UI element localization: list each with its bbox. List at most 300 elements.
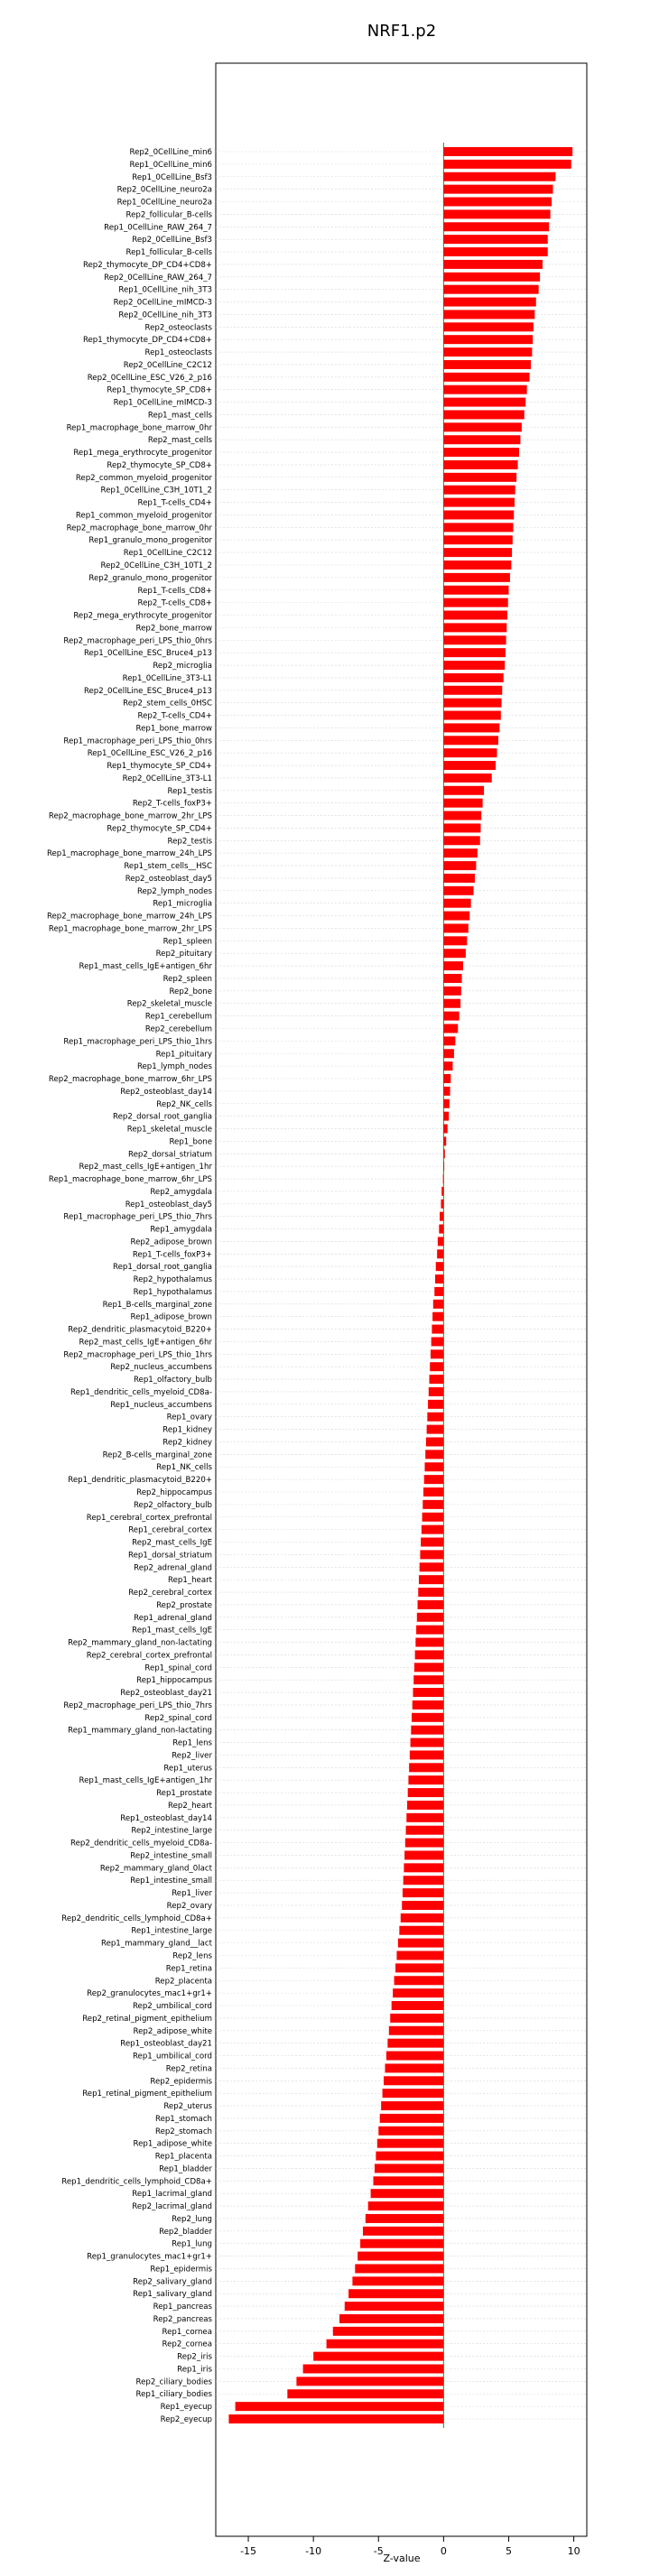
category-label: Rep2_0CellLine_neuro2a [116,185,212,195]
category-label: Rep1_retina [165,1964,212,1974]
bar [443,686,502,695]
category-label: Rep1_mast_cells_IgE+antigen_6hr [79,962,212,972]
category-label: Rep1_NK_cells [156,1463,212,1473]
category-label: Rep2_osteoblast_day5 [125,874,212,884]
bar [443,1012,459,1021]
bar [426,1437,443,1446]
category-label: Rep2_mega_erythrocyte_progenitor [73,611,212,621]
bar [413,1688,443,1697]
bar [443,473,516,482]
category-label: Rep1_osteoblast_day21 [120,2039,212,2049]
category-label: Rep1_bone_marrow [135,724,212,734]
bar [433,1300,444,1309]
bar [443,848,477,857]
category-label: Rep2_salivary_gland [133,2277,212,2287]
bar [416,1626,443,1635]
bar [413,1675,443,1684]
category-label: Rep2_mast_cells [147,436,212,446]
category-label: Rep1_liver [172,1889,212,1899]
category-label: Rep1_bone [169,1137,212,1147]
bar [443,147,572,156]
category-label: Rep1_stomach [154,2114,212,2124]
bar [443,1174,444,1183]
category-label: Rep2_lacrimal_gland [132,2202,212,2212]
category-label: Rep2_T-cells_CD8+ [137,598,212,608]
category-label: Rep1_epidermis [150,2265,212,2275]
bar [411,1726,443,1735]
category-label: Rep2_testis [167,837,212,847]
bar [443,598,507,607]
category-label: Rep1_macrophage_peri_LPS_thio_7hrs [63,1212,212,1222]
category-label: Rep2_pituitary [155,950,212,959]
category-label: Rep1_0CellLine_mIMCD-3 [113,398,212,408]
category-label: Rep2_uterus [163,2102,212,2112]
category-label: Rep1_uterus [163,1764,212,1774]
bar [432,1312,443,1321]
bar [434,1287,443,1296]
category-label: Rep1_T-cells_foxP3+ [132,1250,212,1260]
category-label: Rep1_mammary_gland_non-lactating [68,1726,212,1736]
category-label: Rep1_spinal_cord [144,1663,212,1673]
bar [417,1613,444,1622]
category-label: Rep1_nucleus_accumbens [110,1400,212,1410]
bar [443,273,540,282]
bar [443,1162,444,1171]
category-label: Rep2_granulo_mono_progenitor [88,573,212,583]
category-label: Rep2_lymph_nodes [136,886,212,896]
category-label: Rep1_ovary [166,1413,212,1422]
category-label: Rep1_lacrimal_gland [132,2190,212,2200]
category-label: Rep1_thymocyte_DP_CD4+CD8+ [82,336,212,346]
category-label: Rep2_cornea [162,2340,212,2349]
bar [296,2377,443,2386]
bar [443,360,531,369]
bar [443,723,499,732]
category-label: Rep2_ovary [166,1901,212,1911]
bar [407,1801,443,1810]
category-label: Rep2_iris [177,2352,212,2362]
bar [385,2063,443,2072]
category-label: Rep2_nucleus_accumbens [110,1363,212,1373]
bar [399,1926,443,1935]
bar [327,2340,444,2349]
category-label: Rep1_osteoclasts [144,348,212,358]
bar [443,1112,449,1121]
bar [236,2402,444,2411]
bar [393,1988,443,1997]
category-label: Rep1_granulo_mono_progenitor [88,536,212,546]
category-label: Rep2_common_myeloid_progenitor [75,473,212,483]
bar [443,1087,450,1096]
bar [443,160,571,169]
bar [443,422,522,431]
bar [443,923,468,932]
bar [441,1200,443,1209]
bar [395,1963,443,1972]
bar [413,1700,444,1710]
category-label: Rep2_osteoblast_day21 [120,1689,212,1699]
category-label: Rep1_0CellLine_C3H_10T1_2 [100,486,212,496]
x-tick-label: -15 [240,2545,257,2557]
category-label: Rep1_thymocyte_SP_CD8+ [107,385,212,395]
category-label: Rep1_salivary_gland [133,2290,212,2300]
bar [443,748,497,757]
bar [443,373,529,382]
bar [443,899,470,908]
category-label: Rep2_0CellLine_mIMCD-3 [113,298,212,308]
bar [439,1225,443,1234]
category-label: Rep1_mast_cells_IgE+antigen_1hr [79,1776,212,1786]
bar [443,836,479,845]
bar [373,2176,443,2185]
bar [443,185,552,194]
category-label: Rep1_granulocytes_mac1+gr1+ [87,2252,212,2262]
category-label: Rep2_amygdala [150,1187,212,1197]
category-label: Rep2_retina [165,2064,212,2074]
category-label: Rep1_ciliary_bodies [135,2390,212,2400]
bar [443,1074,450,1083]
category-label: Rep2_macrophage_bone_marrow_24h_LPS [46,912,212,922]
category-label: Rep1_stem_cells__HSC [124,862,212,872]
category-label: Rep2_intestine_small [130,1851,212,1861]
bar [380,2114,444,2123]
bar [405,1839,444,1848]
bar [392,2001,444,2010]
bar [443,874,475,883]
bar [443,247,547,256]
bar [443,235,547,244]
category-label: Rep1_spleen [162,937,212,947]
category-label: Rep2_osteoclasts [144,323,212,333]
category-label: Rep2_hippocampus [136,1487,212,1497]
category-label: Rep2_dendritic_cells_myeloid_CD8a- [70,1839,212,1849]
category-label: Rep1_lymph_nodes [136,1062,212,1072]
category-label: Rep1_iris [177,2365,212,2375]
category-label: Rep2_adipose_white [133,2026,212,2036]
category-label: Rep2_0CellLine_Bsf3 [132,236,212,246]
bar [352,2276,443,2285]
category-label: Rep2_cerebellum [144,1024,212,1034]
category-label: Rep1_macrophage_bone_marrow_2hr_LPS [48,924,212,934]
category-label: Rep2_thymocyte_DP_CD4+CD8+ [82,260,212,270]
category-label: Rep2_0CellLine_C3H_10T1_2 [100,561,212,570]
category-label: Rep1_0CellLine_RAW_264_7 [104,223,212,233]
category-label: Rep2_0CellLine_ESC_V26_2_p16 [87,373,212,383]
bar [443,285,538,294]
category-label: Rep2_macrophage_bone_marrow_2hr_LPS [48,811,212,821]
bar [418,1588,443,1597]
category-label: Rep1_umbilical_cord [132,2052,212,2062]
bar [438,1237,443,1246]
bar [443,298,535,307]
bar [384,2076,443,2085]
bar [228,2414,443,2423]
bar [443,535,512,544]
category-label: Rep2_follicular_B-cells [125,210,212,220]
category-label: Rep1_dorsal_root_ganglia [113,1263,212,1273]
category-label: Rep1_lung [172,2239,212,2249]
bar [443,1036,455,1045]
category-label: Rep2_hypothalamus [133,1275,212,1285]
category-label: Rep2_spinal_cord [144,1713,212,1723]
category-label: Rep2_mast_cells_IgE+antigen_1hr [79,1163,212,1172]
bar [443,912,469,921]
bar [443,699,501,708]
bar [443,573,510,582]
bar [443,886,473,895]
category-label: Rep2_lens [172,1951,212,1961]
bar [355,2264,443,2273]
category-label: Rep2_thymocyte_SP_CD8+ [107,460,212,470]
category-label: Rep2_adrenal_gland [134,1563,212,1573]
category-label: Rep1_thymocyte_SP_CD4+ [107,762,212,772]
bar [375,2164,443,2173]
bar [427,1413,443,1422]
bar [428,1400,443,1409]
bar [443,661,505,670]
bar [443,347,532,357]
category-label: Rep2_ciliary_bodies [135,2377,212,2387]
category-label: Rep2_cerebral_cortex_prefrontal [86,1651,212,1661]
bar [443,623,506,632]
bar [443,974,461,983]
category-label: Rep2_heart [168,1801,212,1811]
bar [443,209,550,218]
category-label: Rep1_cerebral_cortex_prefrontal [86,1513,212,1523]
bar [443,761,496,770]
bar [432,1337,444,1346]
category-label: Rep1_0CellLine_min6 [129,160,212,170]
bar [395,1976,444,1985]
category-label: Rep2_intestine_large [131,1826,212,1836]
category-label: Rep1_testis [167,786,212,796]
bar [443,1099,449,1108]
category-label: Rep1_hippocampus [136,1676,212,1686]
category-label: Rep1_follicular_B-cells [125,248,212,258]
category-label: Rep1_dendritic_plasmacytoid_B220+ [68,1476,212,1486]
bar [409,1763,443,1772]
bar [443,498,515,507]
category-label: Rep1_0CellLine_ESC_V26_2_p16 [87,749,212,759]
bar [420,1562,444,1571]
category-label: Rep1_cerebral_cortex [128,1525,212,1535]
bar [424,1462,443,1471]
bar [443,1125,447,1134]
category-label: Rep2_liver [172,1751,212,1761]
bar [443,823,480,832]
category-label: Rep2_bone_marrow [135,624,212,634]
category-label: Rep1_lens [172,1738,212,1748]
category-label: Rep1_0CellLine_3T3-L1 [122,673,212,683]
category-label: Rep1_adipose_brown [130,1312,212,1322]
category-label: Rep2_placenta [154,1977,212,1987]
category-label: Rep2_dendritic_plasmacytoid_B220+ [68,1325,212,1335]
bar [422,1513,444,1522]
bar [443,198,552,207]
bar [443,1061,452,1070]
category-label: Rep1_0CellLine_ESC_Bruce4_p13 [83,649,212,659]
bar [443,1136,446,1145]
bar [443,523,513,532]
category-label: Rep1_mast_cells [147,411,212,421]
category-label: Rep1_macrophage_bone_marrow_24h_LPS [46,849,212,859]
bar [430,1375,444,1384]
category-label: Rep1_olfactory_bulb [133,1376,212,1385]
category-label: Rep2_B-cells_marginal_zone [102,1450,212,1460]
bar [406,1826,444,1835]
bar [443,398,525,407]
bar [348,2289,443,2298]
bar [443,611,507,620]
bar [398,1939,443,1948]
bar [430,1362,443,1371]
category-label: Rep1_0CellLine_Bsf3 [132,172,212,182]
bar [383,2089,444,2098]
category-label: Rep1_osteoblast_day5 [125,1200,212,1209]
category-label: Rep2_mammary_gland_0lact [99,1864,212,1874]
bar [381,2101,443,2110]
category-label: Rep2_thymocyte_SP_CD4+ [107,824,212,834]
category-label: Rep1_adipose_white [133,2139,212,2149]
bar [440,1212,443,1221]
bar [377,2139,444,2148]
bar [424,1475,444,1484]
category-label: Rep2_0CellLine_3T3-L1 [122,774,212,783]
bar [443,1049,454,1058]
bar [443,774,491,783]
bar [443,861,476,870]
category-label: Rep2_prostate [156,1600,212,1610]
bar [443,548,512,557]
category-label: Rep2_cerebral_cortex [128,1589,212,1598]
category-label: Rep2_spleen [162,974,212,984]
category-label: Rep1_macrophage_peri_LPS_thio_0hrs [63,737,212,746]
bar [443,635,506,644]
bar [443,448,519,457]
bar [339,2314,443,2323]
category-label: Rep2_granulocytes_mac1+gr1+ [87,1989,212,1999]
bar [443,736,498,745]
bar [420,1550,443,1559]
bar [427,1425,444,1434]
bar [403,1888,443,1897]
bar [443,1149,444,1158]
category-label: Rep2_0CellLine_C2C12 [123,360,212,370]
bar [443,385,526,394]
bar [363,2227,443,2236]
bar [443,510,514,519]
category-label: Rep2_T-cells_foxP3+ [132,799,212,809]
bar [443,987,460,996]
bar [333,2327,444,2336]
bar [443,961,463,970]
bar [404,1876,444,1885]
bar [443,1024,458,1033]
category-label: Rep1_amygdala [150,1225,212,1235]
category-label: Rep1_mammary_gland__lact [100,1939,212,1949]
category-label: Rep1_prostate [156,1789,212,1799]
category-label: Rep2_mammary_gland_non-lactating [68,1638,212,1648]
category-label: Rep2_macrophage_peri_LPS_thio_0hrs [63,636,212,646]
bar [443,711,500,720]
category-label: Rep1_mast_cells_IgE [132,1626,212,1635]
bar [418,1600,444,1609]
category-label: Rep1_adrenal_gland [134,1613,212,1623]
bar [443,435,520,444]
category-label: Rep1_macrophage_bone_marrow_6hr_LPS [48,1175,212,1185]
bar [358,2252,443,2261]
category-label: Rep2_0CellLine_ESC_Bruce4_p13 [83,686,212,696]
category-label: Rep2_umbilical_cord [132,2002,212,2012]
bar [422,1500,443,1509]
category-label: Rep1_mega_erythrocyte_progenitor [73,449,212,459]
category-label: Rep2_skeletal_muscle [126,999,212,1009]
bar [414,1663,443,1672]
bar [406,1813,443,1822]
bar [443,648,506,657]
x-tick-label: 5 [505,2545,512,2557]
bar [415,1650,444,1659]
category-label: Rep2_macrophage_peri_LPS_thio_7hrs [63,1700,212,1710]
category-label: Rep1_kidney [162,1425,212,1435]
category-label: Rep2_stem_cells_0HSC [123,699,212,709]
bar [443,410,524,419]
bar [401,1913,444,1923]
bar [443,999,460,1008]
category-label: Rep2_epidermis [150,2077,212,2087]
category-label: Rep1_dendritic_cells_myeloid_CD8a- [70,1387,212,1397]
category-label: Rep2_mast_cells_IgE [132,1538,212,1548]
category-label: Rep1_pancreas [153,2303,212,2312]
bar [435,1274,443,1283]
category-label: Rep1_skeletal_muscle [126,1125,212,1135]
category-label: Rep2_mast_cells_IgE+antigen_6hr [79,1338,212,1348]
bar [366,2214,444,2223]
category-label: Rep2_dorsal_root_ganglia [113,1112,212,1122]
bar [443,811,481,820]
category-label: Rep2_osteoblast_day14 [120,1087,212,1097]
chart-title: NRF1.p2 [367,22,437,41]
bar-layer [228,147,572,2423]
category-label: Rep1_cornea [162,2327,212,2337]
bar [386,2052,443,2061]
category-label: Rep1_T-cells_CD8+ [137,586,212,596]
category-label: Rep1_0CellLine_nih_3T3 [118,285,212,295]
category-label: Rep2_pancreas [153,2314,212,2324]
bar [436,1262,444,1271]
category-label: Rep1_bladder [159,2164,212,2174]
category-label: Rep1_intestine_large [131,1926,212,1936]
category-label: Rep2_adipose_brown [130,1237,212,1247]
category-label: Rep1_microglia [153,899,212,909]
category-label: Rep1_dorsal_striatum [128,1551,212,1561]
category-label: Rep2_olfactory_bulb [133,1500,212,1510]
category-label: Rep1_intestine_small [130,1876,212,1886]
bar [443,222,549,231]
bar [376,2152,443,2161]
category-label-layer [47,148,213,2424]
category-label: Rep1_macrophage_peri_LPS_thio_1hrs [63,1037,212,1047]
category-label: Rep2_macrophage_bone_marrow_0hr [66,524,212,533]
category-label: Rep1_pituitary [155,1050,212,1060]
category-label: Rep2_stomach [154,2127,212,2136]
bar [443,936,467,945]
bar [368,2201,444,2210]
bar [390,2014,443,2023]
category-label: Rep2_dendritic_cells_lymphoid_CD8a+ [61,1913,212,1923]
bar [371,2189,444,2198]
bar [303,2364,444,2373]
